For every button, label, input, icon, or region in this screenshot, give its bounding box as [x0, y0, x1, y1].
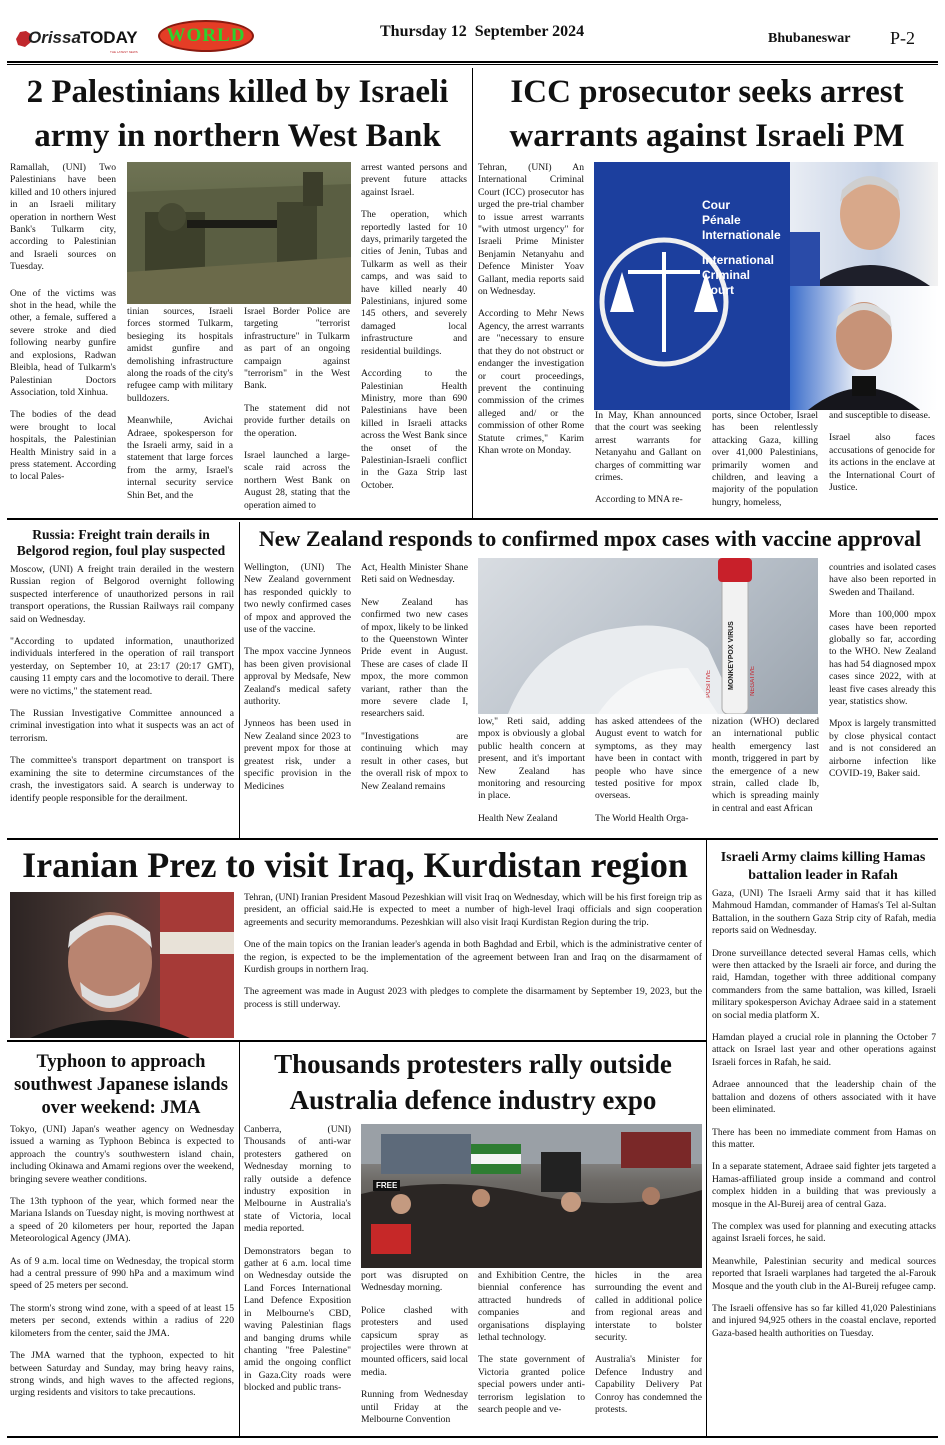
section-badge	[158, 20, 254, 52]
logo-today: TODAY	[80, 28, 138, 47]
a2-col3: ports, since October, Israel has been relentlessly attacking Gaza, killing over 41,000 Palestinians, primarily women and children, and leaving a majority of the population hungry, homeless,	[712, 410, 818, 508]
a2-col4: and susceptible to disease. Israel also faces accusations of genocide for its actions in the enclave at the International Court of Justice.	[829, 410, 935, 494]
logo	[14, 28, 149, 54]
a7-divider	[239, 1042, 240, 1436]
footer-rule	[7, 1436, 938, 1438]
masthead-rule	[7, 61, 938, 63]
a1-col3: Israel Border Police are targeting "terrorist infrastructure" in Tulkarm as part of an ongoing campaign against "terrorism" in the West Bank. The statement did not provide further details on the operation. Israel launched a large-scale raid across the northern West Bank on August 28, stating that the operation aimed to	[244, 306, 350, 511]
headline-hamas-leader: Israeli Army claims killing Hamas battalion leader in Rafah	[720, 850, 926, 883]
city-name: Bhubaneswar	[768, 31, 851, 46]
a3-body: Moscow, (UNI) A freight train derailed in the western Russian region of Belgorod overnight following suspected interference of unauthorized persons in rail transport operations, the Russian Railways rail company said on Wednesday. "According to updated information, unauthorized individuals interfered in the operation of rail transport yesterday, on September 10, at 23:17 (20:17 GMT), causing 11 empty cars and the locomotive to derail. There were no victims," the statement read. The Russian Investigative Committee announced a criminal investigation into what it suspects was an act of terrorism. The committee's transport department on transport is examining the site to determine circumstances of the crash, the investigators said. A search is underway to identify people responsible for the derailment.	[10, 564, 234, 804]
icc-sign-text: Cour Pénale Internationale International Criminal Court	[702, 198, 781, 297]
a3-divider	[239, 522, 240, 838]
mpox-tube-photo	[478, 558, 818, 714]
a2-col1: Tehran, (UNI) An International Criminal Court (ICC) prosecutor has urged the pre-trial chamber to issue arrest warrants "with utmost urgency" for Israeli Prime Minister Benjamin Netanyahu and Defence Minister Yoav Gallant, media reports said on Wednesday. According to Mehr News Agency, the arrest warrants are "necessary to ensure that they do not obstruct or endanger the investigation or court proceedings, prevent the continuing commission of the crimes alleged and/ or the commission of other Rome Statute crimes," Karim Khan wrote on Monday.	[478, 162, 584, 456]
headline-iranian-prez: Iranian Prez to visit Iraq, Kurdistan region	[22, 845, 688, 885]
tube-negative: NEGATIVE	[750, 666, 756, 696]
headline-typhoon: Typhoon to approach southwest Japanese islands over weekend: JMA	[14, 1052, 228, 1118]
logo-tagline: THE LATEST NEWS	[110, 50, 138, 54]
headline-russia-train: Russia: Freight train derails in Belgorod region, foul play suspected	[16, 527, 226, 558]
netanyahu-photo	[790, 162, 938, 286]
headline-new-zealand: New Zealand responds to confirmed mpox cases with vaccine approval	[258, 526, 922, 551]
a8-col3: and Exhibition Centre, the biennial conference has attracted hundreds of companies and organisations displaying lethal technology. The state government of Victoria granted police special powers under anti-terrorism legislation to search people and ve-	[478, 1270, 585, 1416]
a8-col1: Canberra, (UNI) Thousands of anti-war protesters gathered on Wednesday morning to rally outside a defence industry exposition in Melbourne in Australia's state of Victoria, local media reported. Demonstrators began to gather at 6 a.m. local time on Wednesday outside the Land Forces International Land Defence Exposition in Melbourne's CBD, waving Palestinian flags and banging drums while chanting "free Palestine" amid the ongoing conflict in Gaza.City roads were blocked and public trans-	[244, 1124, 351, 1394]
issue-date: Thursday 12 September 2024	[380, 23, 585, 40]
tube-label: MONKEYPOX VIRUS	[728, 621, 735, 691]
masthead-rule-thin	[7, 64, 938, 65]
a4-col1: Wellington, (UNI) The New Zealand government has responded quickly to two newly confirmed cases of mpox and approved the use of the vaccine. The mpox vaccine Jynneos has been given provisional approval by Medsafe, New Zealand's medical safety authority. Jynneos has been used in New Zealand since 2023 to prevent mpox for those at greatest risk, under a specific provision in the Medicines	[244, 562, 351, 792]
a2-col2: In May, Khan announced that the court was seeking arrest warrants for Netanyahu and Gallant on charges of committing war crimes. According to MNA re-	[595, 410, 701, 506]
a4-col3: low," Reti said, adding mpox is obviously a global public health concern at present, and it's important New Zealand has monitoring and resourcing in place. Health New Zealand	[478, 716, 585, 824]
tube-checkbox: POSITIVE	[706, 670, 712, 698]
a1-col2: tinian sources, Israeli forces stormed Tulkarm, besieging its hospitals amidst gunfire and demolishing infrastructure along the roads of the city's refugee camp with military bulldozers. Meanwhile, Avichai Adraee, spokesperson for the Israeli army, said in a statement that large forces from the army, Israel's internal security service Shin Bet, and the	[127, 306, 233, 501]
headline-west-bank: 2 Palestinians killed by Israeli army in northern West Bank	[26, 74, 449, 154]
a4-col2: Act, Health Minister Shane Reti said on Wednesday. New Zealand has confirmed two new cases of mpox, likely to be linked to the Queenstown Winter Pride event in August. These are cases of clade II mpox, the more common variant, rather than the more severe clade I, researchers said. "Investigations are continuing which may result in other cases, but the overall risk of mpox to New Zealand remains	[361, 562, 468, 792]
logo-orissa: Orissa	[28, 28, 81, 47]
a5-divider	[706, 840, 707, 1436]
a1-col1: Ramallah, (UNI) Two Palestinians have been killed and 10 others injured in an Israeli military operation in northern West Bank's Tulkarm city, according to Palestinian and Israeli sources on Tuesday. One of the victims was shot in the head, while the other, a female, suffered a severe stroke and died following nearby gunfire and explosions, Radwan Bleibla, head of Tulkarm's Palestinian Doctors Association, told Xinhua. The bodies of the dead were brought to local hospitals, the Palestinian Health Ministry said in a press statement. According to local Pales-	[10, 162, 116, 483]
a1-col4: arrest wanted persons and prevent future attacks against Israel. The operation, which reportedly lasted for 10 days, primarily targeted the cities of Jenin, Tubas and Tulkarm as well as their camps, and was said to have killed nearly 40 Palestinians, injured some 145 others, and severely damaged local infrastructure and residential buildings. According to the Palestinian Health Ministry, more than 690 Palestinians have been killed in Israeli attacks across the West Bank since the onset of the Palestinian-Israeli conflict in the Gaza Strip last October.	[361, 162, 467, 491]
row1-rule	[7, 518, 938, 520]
soldiers-photo	[127, 162, 351, 304]
a7-body: Tokyo, (UNI) Japan's weather agency on Wednesday issued a warning as Typhoon Bebinca is expected to approach the country's southwestern island chain, including Okinawa and Amami regions over the weekend, bringing severe weather conditions. The 13th typhoon of the year, which formed near the Mariana Islands on Tuesday night, is moving northwest at a speed of 20 kilometers per hour, reported the Japan Meteorological Agency (JMA). As of 9 a.m. local time on Wednesday, the tropical storm had a central pressure of 990 hPa and a maximum wind speed of 25 meters per second. The storm's strong wind zone, with a speed of at least 15 meters per second, extends within a radius of 220 kilometers from the center, said the JMA. The JMA warned that the typhoon, expected to hit between Saturday and Sunday, may bring heavy rains, strong winds, and high waves to the affected regions, urging residents and visitors to take precautions.	[10, 1124, 234, 1399]
a4-col5: nization (WHO) declared an international public health emergency last month, triggered in part by the emergence of a new strain, called clade Ib, which is spreading mainly in central and east African	[712, 716, 819, 814]
a5-body: Tehran, (UNI) Iranian President Masoud Pezeshkian will visit Iraq on Wednesday, which will be his first foreign trip as president, an official said.He is expected to meet a number of high-level Iraqi officials and sign cooperation agreements and security memorandums. Pezeshkian will also visit Iraqi Kurdistan Region during the trip. One of the main topics on the Iranian leader's agenda in both Baghdad and Erbil, which is the administrative center of the region, is expected to be the implementation of the agreement between Iran and Iraq on the disarmament of Kurdish groups in northern Iraq. The agreement was made in August 2023 with pledges to complete the disarmament by September 19, 2023, but the process is still underway.	[244, 892, 702, 1010]
pezeshkian-photo	[10, 892, 234, 1038]
a4-col6: countries and isolated cases have also been reported in Sweden and Thailand. More than 100,000 mpox cases have been reported globally so far, according to the WHO. New Zealand has had 54 diagnosed mpox cases since 2022, with at least five cases already this year, statistics show. Mpox is largely transmitted by close physical contact and is not considered an airborne infection like COVID-19, Baker said.	[829, 562, 936, 780]
a8-col4: hicles in the area surrounding the event and called in additional police from regional areas and interstate to bolster security. Australia's Minister for Defence Industry and Capability Delivery Pat Conroy has condemned the protests.	[595, 1270, 702, 1416]
masthead	[0, 0, 945, 62]
a4-col4: has asked attendees of the August event to watch for symptoms, as they may have been in contact with people who have since tested positive for mpox overseas. The World Health Orga-	[595, 716, 702, 824]
headline-australia-protest: Thousands protesters rally outside Australia defence industry expo	[274, 1049, 672, 1115]
row2-rule	[7, 838, 938, 840]
a8-col2: port was disrupted on Wednesday morning. Police clashed with protesters and used capsicum spray as projectiles were thrown at mounted officers, said local media. Running from Wednesday until Friday at the Melbourne Convention	[361, 1270, 468, 1426]
icc-sign-photo	[594, 162, 790, 410]
gallant-photo	[790, 286, 938, 410]
headline-icc: ICC prosecutor seeks arrest warrants against Israeli PM	[509, 74, 905, 154]
protest-sign: FREE	[373, 1180, 400, 1191]
a6-body: Gaza, (UNI) The Israeli Army said that it has killed Mahmoud Hamdan, commander of Hamas's Tel al-Sultan Battalion, in the southern Gaza Strip city of Rafah, media reports said on Wednesday. Drone surveillance detected several Hamas cells, which were then attacked by the Israeli air force, and during the raid, Hamdan, together with three additional company commanders from the same battalion, was killed, Israeli military spokesperson Avichay Adraee said in a statement on social media platform X. Hamdan played a crucial role in planning the October 7 attack on Israel last year and other operations against Israeli forces in Rafah, he said. Adraee announced that the leadership chain of the battalion and dozens of others associated with it have been eliminated. There has been no immediate comment from Hamas on this matter. In a separate statement, Adraee said fighter jets targeted a Hamas-affiliated group inside a command and control complex hidden in a building that was previously a mosque in the Al-Bureij area of central Gaza. The complex was used for planning and executing attacks against Israeli forces, he said. Meanwhile, Palestinian security and medical sources reported that Israeli warplanes had targeted the al-Farouk Mosque and the youth club in the Al-Bureij refugee camp. The Israeli offensive has so far killed 41,020 Palestinians and injured 94,925 others in the coastal enclave, reported Gaza-based health authorities on Tuesday.	[712, 888, 936, 1339]
a1-divider	[472, 68, 473, 520]
row3-rule	[7, 1040, 706, 1042]
section-label: WORLD	[166, 25, 246, 46]
protest-photo	[361, 1124, 702, 1268]
page-number: P-2	[890, 28, 916, 48]
